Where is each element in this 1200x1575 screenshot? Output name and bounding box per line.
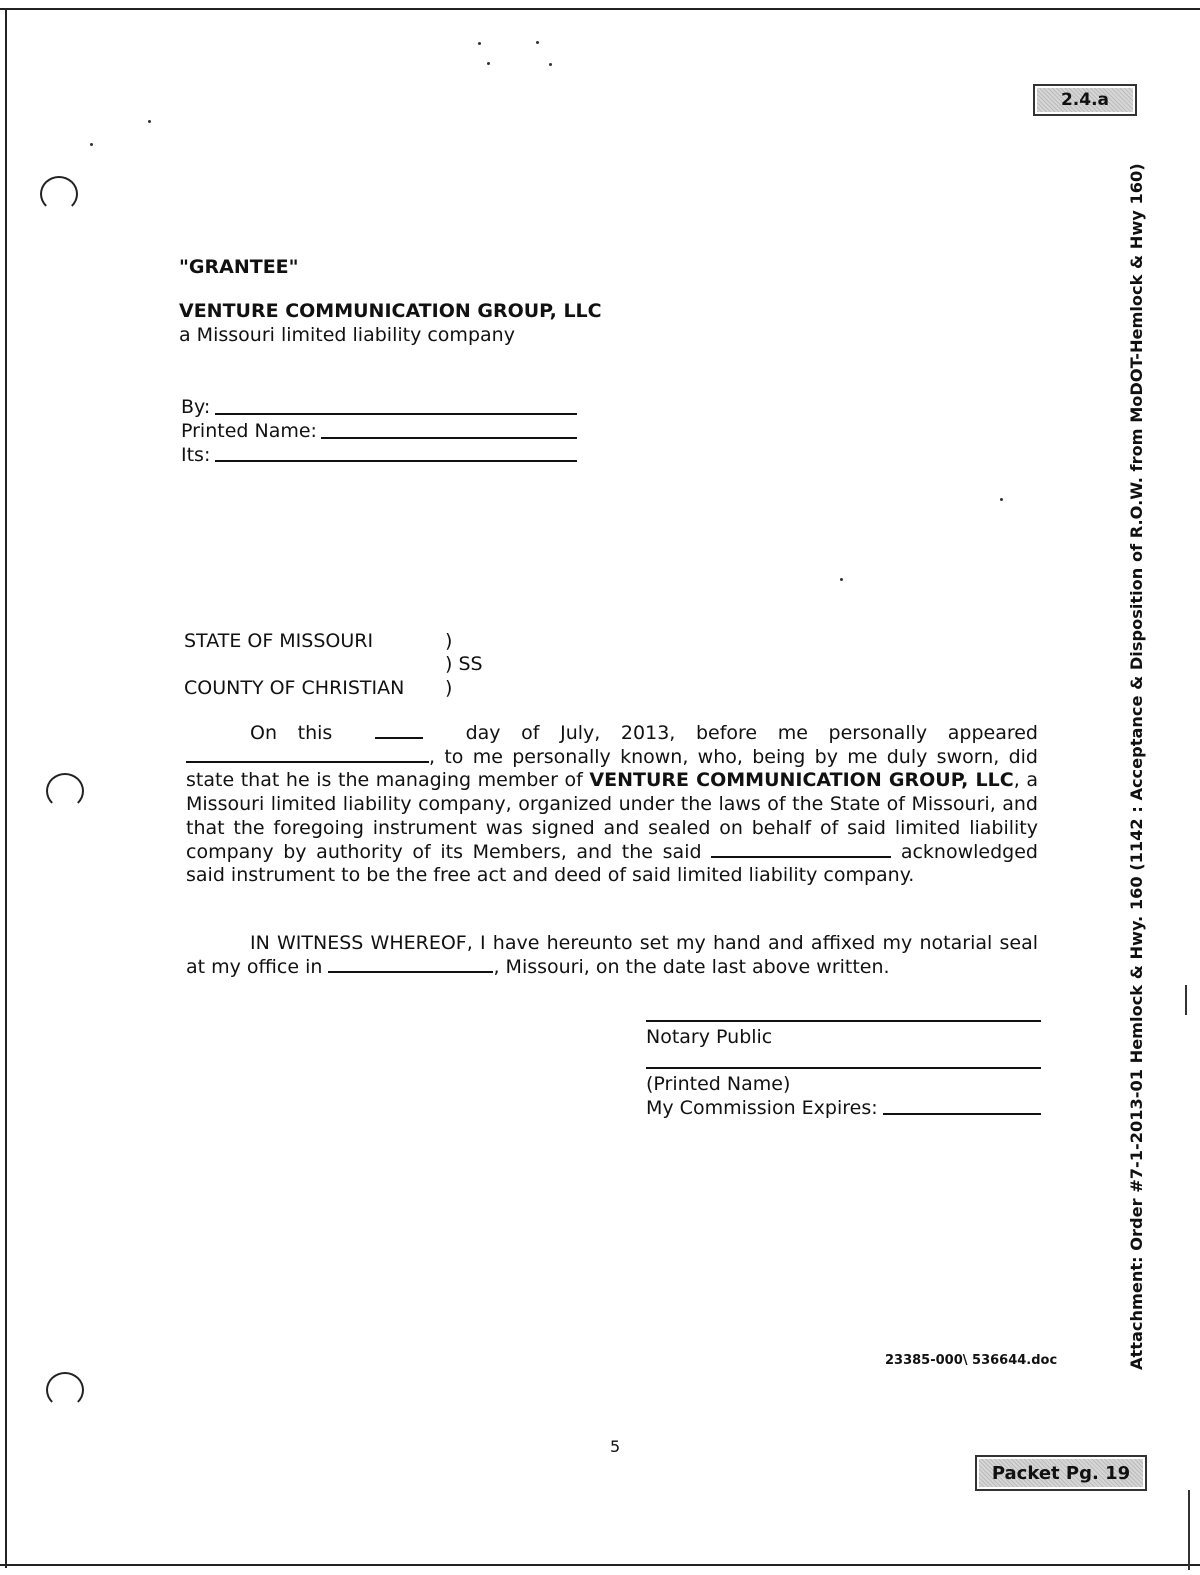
packet-page-stamp: Packet Pg. 19: [975, 1455, 1147, 1491]
venue-ss: ) SS: [445, 653, 483, 675]
notary-public-label: Notary Public: [646, 1026, 773, 1048]
venue-county: COUNTY OF CHRISTIAN: [184, 677, 405, 699]
witness-paragraph: [186, 932, 1038, 979]
appeared-name-blank: [186, 760, 429, 763]
venue-paren: ): [445, 677, 453, 699]
grantee-heading: "GRANTEE": [179, 256, 299, 278]
punch-hole-icon: [46, 773, 84, 809]
notary-printed-name-line: [646, 1067, 1041, 1069]
punch-hole-icon: [46, 1372, 84, 1408]
grantee-company: VENTURE COMMUNICATION GROUP, LLC: [179, 300, 602, 322]
document-reference: 23385-000\ 536644.doc: [885, 1353, 1058, 1368]
grantee-company-desc: a Missouri limited liability company: [179, 324, 515, 346]
scan-speck: [478, 42, 481, 45]
scan-speck: [840, 578, 843, 581]
scan-mark: [1188, 1490, 1190, 1570]
notary-signature-line: [646, 1020, 1041, 1022]
page-border-left: [5, 8, 7, 1568]
ack-company: VENTURE COMMUNICATION GROUP, LLC: [589, 769, 1014, 792]
printed-name-line: [321, 437, 577, 439]
by-label: By:: [181, 396, 211, 418]
by-signature-line: [215, 413, 577, 415]
ack-known: , to me personally known, who, being by me duly sworn, did state that he is the managing member of: [186, 745, 1038, 792]
ack-end: acknowledged said instrument to be the free act and deed of said limited liability company.: [186, 840, 1038, 887]
ack-on: On this: [250, 722, 333, 744]
scan-mark: [1185, 985, 1187, 1015]
venue-paren: ): [445, 630, 453, 652]
scan-speck: [549, 63, 552, 66]
page-border-bottom: [0, 1564, 1200, 1566]
commission-expires-line: [883, 1113, 1041, 1115]
notary-printed-name-label: (Printed Name): [646, 1073, 791, 1095]
acknowledgment-paragraph: [186, 722, 1038, 888]
commission-expires-label: My Commission Expires:: [646, 1097, 878, 1119]
its-line: [215, 460, 577, 462]
witness-end: , Missouri, on the date last above written.: [493, 955, 890, 978]
scan-speck: [1000, 498, 1003, 501]
agenda-item-stamp: 2.4.a: [1033, 84, 1137, 116]
ack-rest: , a Missouri limited liability company, organized under the laws of the State of Missouri, and that the foregoing instrument was signed and sealed on behalf of said limited liability company by authority of its Members, and the said: [186, 769, 1038, 863]
attachment-side-note: Attachment: Order #7-1-2013-01 Hemlock & Hwy. 160 (1142 : Acceptance & Disposition of R.O.W. from MoDOT-Hemlock & Hwy 160): [1127, 163, 1146, 1370]
scan-speck: [90, 143, 93, 146]
day-blank-line: [375, 736, 423, 739]
its-label: Its:: [181, 444, 211, 466]
scan-speck: [536, 41, 539, 44]
page-number: 5: [610, 1437, 621, 1456]
venue-state: STATE OF MISSOURI: [184, 630, 374, 652]
printed-name-label: Printed Name:: [181, 420, 317, 442]
witness-start: IN WITNESS WHEREOF, I have hereunto set my hand and affixed my notarial seal at my office in: [186, 932, 1038, 978]
said-name-blank: [711, 855, 891, 858]
ack-day: day of July, 2013, before me personally appeared: [465, 722, 1038, 744]
scan-speck: [148, 120, 151, 123]
page-border-top: [0, 8, 1200, 10]
scan-speck: [487, 62, 490, 65]
punch-hole-icon: [40, 176, 78, 212]
office-city-blank: [328, 970, 493, 973]
